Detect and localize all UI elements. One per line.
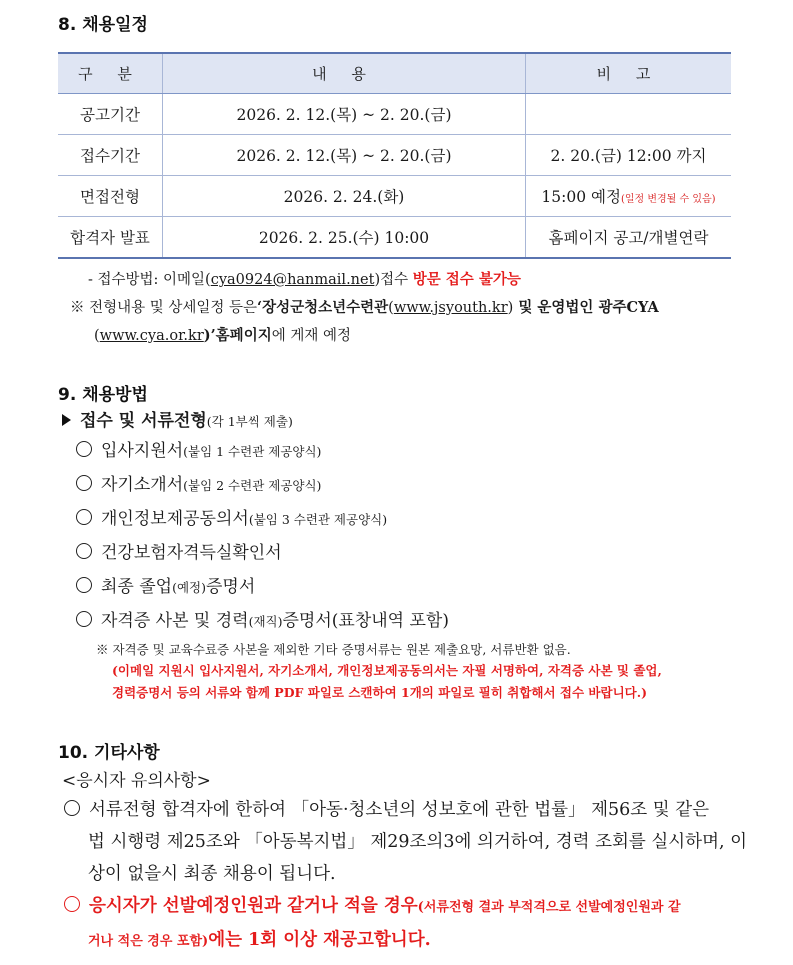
item-sub: (붙임 1 수련관 제공양식) [183,444,322,459]
header-note: 비 고 [526,53,732,94]
notice-line-2 [94,324,351,345]
row-note-small: (일정 변경될 수 있음) [620,194,716,205]
list-item [76,538,282,563]
row-content: 2026. 2. 25.(수) 10:00 [163,217,526,259]
notice-paren-open: ( [388,300,394,316]
row-content: 2026. 2. 24.(화) [163,176,526,217]
section-10-subtitle: <응시자 유의사항> [62,771,211,791]
notice-paren-open-2: ( [94,328,100,344]
header-category: 구 분 [58,53,163,94]
circle-bullet-icon [76,441,92,457]
notice-bold-3: )’홈페이지 [203,327,272,344]
notice-prefix: ※ 전형내용 및 상세일정 등은 [70,300,258,316]
schedule-table [58,52,731,259]
circle-bullet-icon [76,509,92,525]
row-note: 홈페이지 공고/개별연락 [526,217,732,259]
row-label: 접수기간 [58,135,163,176]
circle-bullet-icon [76,611,92,627]
row-content: 2026. 2. 12.(목) ~ 2. 20.(금) [163,94,526,135]
para-small: 거나 적은 경우 포함) [88,934,209,949]
circle-bullet-icon [76,543,92,559]
section-9-red-note-2: 경력증명서 등의 서류와 함께 PDF 파일로 스캔하여 1개의 파일로 필히 취합해서 접수 바랍니다.) [112,685,648,700]
item-after: 증명서(표창내역 포함) [282,611,449,631]
para-text: 서류전형 합격자에 한하여 「아동·청소년의 성보호에 관한 법률」 제56조 및 같은 [89,800,710,820]
para-line [64,924,744,958]
circle-bullet-icon [76,475,92,491]
section-9-red-note-1: (이메일 지원시 입사지원서, 자기소개서, 개인정보제공동의서는 자필 서명하여, 자격증 사본 및 졸업, [112,663,662,678]
row-note: 2. 20.(금) 12:00 까지 [526,135,732,176]
list-item [76,436,321,461]
item-text: 건강보험자격득실확인서 [101,543,282,563]
item-text: 자기소개서 [101,475,184,495]
para-line [64,890,744,924]
table-row [58,217,731,259]
notice-suffix: 에 게재 예정 [271,328,351,344]
section-8-title: 8. 채용일정 [58,15,148,35]
row-label: 면접전형 [58,176,163,217]
method-prefix: - 접수방법: 이메일( [88,272,211,288]
item-text: 입사지원서 [101,441,184,461]
item-sub: (예정) [172,580,206,595]
table-row [58,176,731,217]
table-row [58,135,731,176]
row-label: 공고기간 [58,94,163,135]
para-bold: 응시자가 선발예정인원과 같거나 적을 경우 [89,896,418,916]
circle-bullet-icon [64,800,80,816]
circle-bullet-icon [64,896,80,912]
list-item [76,470,321,495]
section-9-title: 9. 채용방법 [58,385,148,405]
item-after: 증명서 [206,577,256,597]
item-sub: (재직) [248,614,283,629]
section-10-title: 10. 기타사항 [58,743,160,763]
item-sub: (붙임 2 수련관 제공양식) [183,478,322,493]
item-text: 개인정보제공동의서 [101,509,249,529]
section-9-note: ※ 자격증 및 교육수료증 사본을 제외한 기타 증명서류는 원본 제출요망, 서류반환 없음. [96,642,571,657]
item-text: 자격증 사본 및 경력 [101,611,249,631]
section-9-subtitle [62,406,293,431]
notice-line-1 [70,296,659,317]
email-link[interactable]: cya0924@hanmail.net [210,272,375,288]
circle-bullet-icon [76,577,92,593]
row-label: 합격자 발표 [58,217,163,259]
method-suffix: )접수 [374,272,413,288]
row-note-cell [526,176,732,217]
subtitle-note: (각 1부씩 제출) [206,414,293,429]
notice-paren-close: ) [507,300,514,316]
notice-bold-2: 및 운영법인 광주CYA [513,299,659,316]
table-header-row [58,53,731,94]
subtitle-text: 접수 및 서류전형 [80,411,207,431]
item-sub: (붙임 3 수련관 제공양식) [248,512,388,527]
list-item [76,504,387,529]
item-text: 최종 졸업 [101,577,173,597]
para-line [64,794,744,826]
cya-link[interactable]: www.cya.or.kr [99,328,204,344]
notice-bold-1: ‘장성군청소년수련관 [257,299,389,316]
para-bold: 에는 1회 이상 재공고합니다. [208,930,431,950]
table-row [58,94,731,135]
para-small: (서류전형 결과 부적격으로 선발예정인원과 같 [417,900,681,915]
jsyouth-link[interactable]: www.jsyouth.kr [393,300,508,316]
notice-paragraph-2 [64,890,744,958]
para-line: 상이 없을시 최종 채용이 됩니다. [88,864,336,884]
triangle-bullet-icon [62,414,71,426]
application-method [88,268,521,289]
list-item [76,572,255,597]
para-line: 법 시행령 제25조와 「아동복지법」 제29조의3에 의거하여, 경력 조회를 실시하며, 이 [88,832,748,852]
row-content: 2026. 2. 12.(목) ~ 2. 20.(금) [163,135,526,176]
row-note: 15:00 예정 [541,188,621,206]
list-item [76,606,449,631]
row-note [526,94,732,135]
notice-paragraph-1 [64,794,748,890]
method-warning: 방문 접수 불가능 [412,271,521,288]
header-content: 내 용 [163,53,526,94]
